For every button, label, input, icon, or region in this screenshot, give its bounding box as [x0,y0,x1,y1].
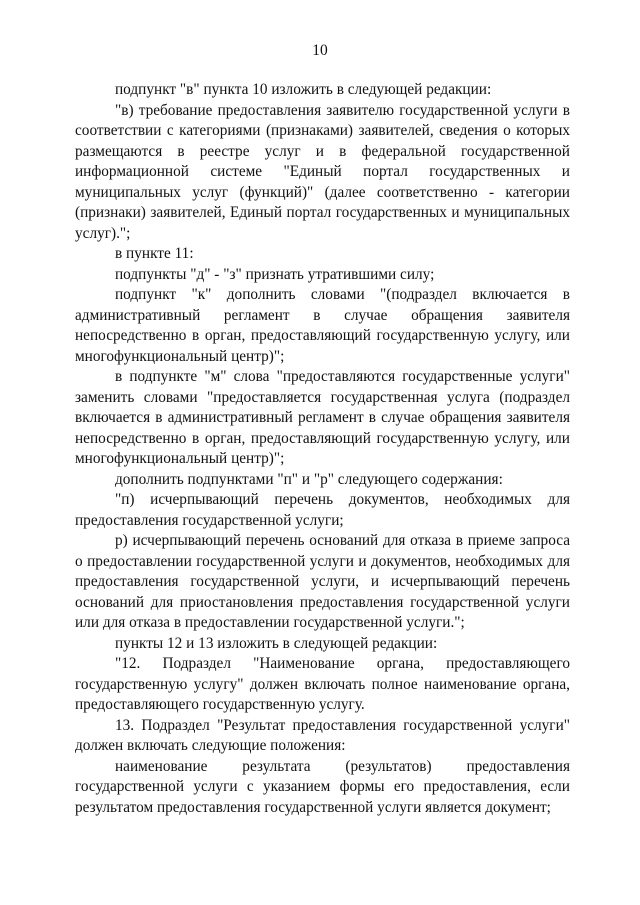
paragraph: 13. Подраздел "Результат предоставления государственной услуги" должен включать следующие положения: [75,716,570,754]
paragraph: "п) исчерпывающий перечень документов, необходимых для предоставления государственной услуги; [75,491,570,529]
paragraph: в пункте 11: [115,245,194,262]
paragraph: наименование результата (результатов) предоставления государственной услуги с указанием формы его предоставления, если результатом предоставления государственной услуги является документ; [75,757,570,816]
paragraph: пункты 12 и 13 изложить в следующей редакции: [115,634,438,652]
paragraph: подпункты "д" - "з" признать утратившими силу; [115,265,435,283]
paragraph: р) исчерпывающий перечень оснований для отказа в приеме запроса о предоставлении государственной услуги и документов, необходимых для предоставления государственной услуги, и исчерпывающий перечень оснований для приостановления предоставления государственной услуги или для отказа в предоставлении государственной услуги."; [75,532,570,631]
paragraph: "в) требование предоставления заявителю государственной услуги в соответствии с категориями (признаками) заявителей, сведения о которых размещаются в реестре услуг и в федеральной государственной информационной системе "Единый портал государственных и муниципальных услуг (функций)" (далее соответственно - категории (признаки) заявителей, Единый портал государственных и муниципальных услуг)."; [75,101,570,242]
paragraph: в подпункте "м" слова "предоставляются государственные услуги" заменить словами "предоставляется государственная услуга (подраздел включается в административный регламент в случае обращения заявителя непосредственно в орган, предоставляющий государственную услугу, или многофункциональный центр)"; [75,368,570,467]
paragraph: подпункт "в" пункта 10 изложить в следующей редакции: [115,81,492,98]
paragraph: дополнить подпунктами "п" и "р" следующего содержания: [115,470,503,488]
paragraph: "12. Подраздел "Наименование органа, предоставляющего государственную услугу" должен включать полное наименование органа, предоставляющего государственную услугу. [75,655,570,713]
document-body [75,80,570,818]
page-number: 10 [312,42,328,59]
paragraph: подпункт "к" дополнить словами "(подраздел включается в административный регламент в случае обращения заявителя непосредственно в орган, предоставляющий государственную услугу, или многофункциональный центр)"; [75,286,570,365]
